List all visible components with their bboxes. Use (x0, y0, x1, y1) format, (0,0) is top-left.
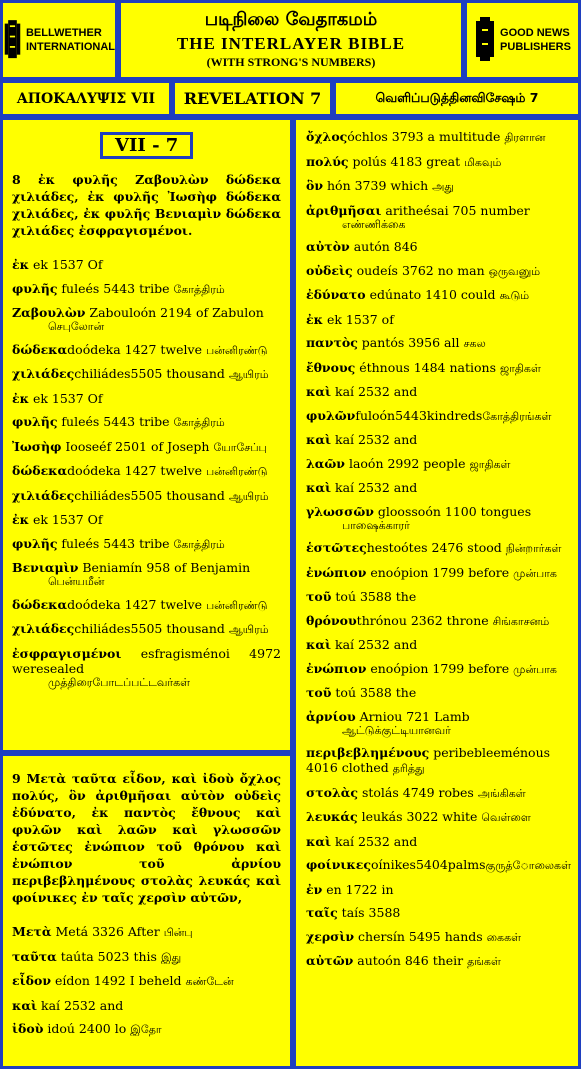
tamil-gloss: பன்னிரண்டு (205, 465, 268, 478)
verse-9-text: 9 Μετὰ ταῦτα εἶδον, καὶ ἰδοὺ ὄχλος πολύς, ὃν ἀριθμῆσαι αὐτὸν οὐδεὶς ἐδύνατο, ἐκ παντὸς ἔθνους καὶ φυλῶν καὶ λαῶν καὶ γλωσσῶν ἑστῶτες ἐνώπιον τοῦ θρόνου καὶ ἐνώπιον τοῦ ἀρνίου περιβεβλημένους στολὰς λευκάς καὶ φοίνικες ἐν ταῖς χερσὶν αὐτῶν, (12, 771, 281, 905)
tamil-gloss: தங்கள் (467, 955, 501, 968)
word-entry (306, 480, 569, 495)
greek-word: οὐδεὶς (306, 262, 353, 278)
greek-word: ἐκ (12, 390, 29, 406)
gloss: chiliádes5505 thousand (74, 366, 229, 381)
word-entry (12, 924, 281, 940)
gloss: fuleés 5443 tribe (57, 414, 174, 429)
greek-word: ἰδοὺ (12, 1021, 44, 1036)
tamil-gloss: அது (432, 180, 454, 193)
word-entry (306, 589, 569, 604)
gloss: toú 3588 the (331, 589, 417, 604)
tamil-gloss: ஒருவனும் (488, 264, 541, 278)
greek-word: τοῦ (306, 685, 332, 700)
greek-word: παντὸς (306, 335, 358, 350)
greek-word: δώδεκα (12, 463, 68, 478)
gloss: ek 1537 Of (28, 257, 103, 272)
word-entry (12, 463, 281, 479)
gloss: idoú 2400 lo (43, 1021, 131, 1036)
word-entry (12, 414, 281, 430)
gloss: Arniou 721 Lamb (355, 708, 470, 724)
greek-word: γλωσσῶν (306, 503, 374, 519)
word-entry (306, 929, 569, 945)
gloss: ek 1537 Of (28, 390, 103, 406)
tamil-gloss: முத்திரைபோடப்பட்டவர்கள் (48, 675, 191, 689)
gloss: pantós 3956 all (357, 335, 464, 350)
greek-word: χιλιάδες (12, 366, 75, 381)
gloss: toú 3588 the (331, 685, 417, 700)
gloss: doódeka 1427 twelve (67, 463, 206, 478)
tamil-gloss: குருத்ோலைகள் (485, 859, 572, 872)
gloss: oínikes5404palms (371, 857, 486, 872)
word-entry (12, 488, 281, 504)
word-entry (306, 565, 569, 581)
gloss: kaí 2532 and (37, 997, 124, 1013)
tamil-gloss: ஜாதிகள் (499, 361, 541, 375)
word-entry (306, 408, 569, 424)
tamil-gloss: கோத்திரம் (173, 282, 225, 296)
greek-word: χιλιάδες (12, 487, 75, 503)
book-logo-icon (3, 15, 22, 65)
word-entry (12, 597, 281, 613)
gloss: gloossoón 1100 tongues (373, 503, 532, 519)
gloss: polús 4183 great (348, 153, 465, 169)
greek-word: ὃν (306, 178, 324, 193)
word-entry (12, 512, 281, 527)
greek-word: αὐτὸν (306, 239, 350, 254)
gloss: edúnato 1410 could (365, 287, 500, 302)
greek-word: ταῦτα (12, 948, 57, 964)
greek-word: καὶ (306, 833, 332, 849)
left-column-verse8 (0, 117, 293, 753)
word-entry (12, 257, 281, 272)
gloss: chersín 5495 hands (354, 928, 487, 944)
logo-line: INTERNATIONAL (25, 41, 115, 53)
greek-word: ταῖς (306, 905, 338, 920)
greek-word: αὐτῶν (306, 953, 354, 968)
chapter-label: VII - 7 (100, 132, 193, 159)
greek-word: δώδεκα (12, 596, 68, 612)
gloss: taúta 5023 this (56, 948, 161, 964)
word-entry (12, 342, 281, 358)
gloss: leukás 3022 white (357, 809, 482, 824)
word-entry (12, 305, 281, 333)
gloss: doódeka 1427 twelve (67, 341, 206, 357)
greek-word: ἀριθμῆσαι (306, 202, 382, 218)
gloss: taís 3588 (337, 905, 401, 920)
gloss: doódeka 1427 twelve (67, 596, 206, 612)
tamil-gloss: முன்பாக (513, 662, 557, 676)
word-list (12, 924, 281, 1037)
gloss: fuleés 5443 tribe (57, 535, 174, 551)
good-news-logo (464, 0, 581, 80)
tamil-gloss: இதோ (130, 1023, 162, 1036)
greek-word: καὶ (306, 637, 332, 652)
left-column-verse9 (0, 753, 293, 1069)
tamil-gloss: முன்பாக (513, 566, 557, 580)
greek-word: ἀρνίου (306, 708, 356, 724)
tamil-gloss: ஜாதிகள் (469, 457, 511, 471)
greek-word: ἐν (306, 881, 323, 897)
gloss: hestoótes 2476 stood (366, 540, 506, 555)
word-entry (12, 560, 281, 588)
tamil-gloss: அங்கிகள் (477, 786, 526, 800)
tamil-gloss: எண்ணிக்கை (342, 217, 406, 231)
greek-word: φοίνικες (306, 857, 371, 872)
gloss: kaí 2532 and (331, 637, 418, 652)
word-entry (306, 312, 569, 327)
greek-word: εἶδον (12, 973, 51, 988)
greek-word: ἐκ (12, 512, 29, 527)
greek-word: Βενιαμὶν (12, 560, 79, 575)
word-entry (306, 834, 569, 849)
tamil-gloss: பன்னிரண்டு (205, 343, 268, 357)
greek-word: φυλῆς (12, 414, 58, 429)
gloss: chiliádes5505 thousand (74, 621, 229, 636)
gloss: fuleés 5443 tribe (57, 280, 174, 296)
gloss: kaí 2532 and (331, 432, 418, 447)
word-entry (12, 949, 281, 965)
greek-word: ἔθνους (306, 359, 356, 375)
greek-word: ἐκ (306, 311, 323, 327)
word-entry (306, 456, 569, 472)
logo-line: BELLWETHER (25, 27, 102, 39)
word-entry (306, 504, 569, 532)
gloss: Metá 3326 After (51, 924, 164, 939)
greek-word: λευκάς (306, 809, 358, 824)
tamil-gloss: திரளான (504, 131, 546, 144)
greek-word: ὄχλος (306, 129, 348, 144)
gloss: chiliádes5505 thousand (74, 487, 229, 503)
word-entry (12, 973, 281, 989)
word-entry (306, 785, 569, 801)
tamil-gloss: நின்றார்கள் (505, 542, 562, 555)
word-entry (12, 366, 281, 382)
gloss: kaí 2532 and (331, 384, 418, 399)
greek-word: δώδεκα (12, 341, 68, 357)
word-entry (306, 882, 569, 897)
greek-word: ἐνώπιον (306, 564, 367, 580)
greek-word: φυλῶν (306, 407, 356, 423)
right-column (293, 117, 581, 1069)
word-entry (12, 1021, 281, 1037)
word-entry (12, 621, 281, 637)
title-tamil: படிநிலை வேதாகமம் (204, 9, 378, 30)
gloss: enoópion 1799 before (366, 564, 514, 580)
word-entry (306, 540, 569, 556)
greek-word: τοῦ (306, 589, 332, 604)
word-entry (12, 439, 281, 455)
greek-word: χερσὶν (306, 928, 355, 944)
word-entry (306, 953, 569, 969)
gloss: hón 3739 which (323, 178, 433, 193)
greek-word: ἐκ (12, 257, 29, 272)
tamil-gloss: கைகள் (486, 930, 522, 944)
word-entry (306, 129, 569, 145)
tamil-gloss: ஆட்டுக்குட்டியானவர் (342, 723, 451, 737)
word-entry (306, 335, 569, 351)
word-entry (306, 661, 569, 677)
word-entry (306, 178, 569, 194)
greek-word: ἑστῶτες (306, 540, 367, 555)
greek-word: καὶ (306, 384, 332, 399)
tamil-gloss: கூடும் (499, 289, 530, 302)
gloss: ek 1537 of (322, 311, 394, 327)
english-book-label: REVELATION 7 (172, 80, 333, 117)
gloss: en 1722 in (322, 881, 394, 897)
greek-word: λαῶν (306, 455, 345, 471)
greek-word: θρόνου (306, 612, 357, 628)
tamil-gloss: வெள்ளை (481, 811, 531, 824)
word-entry (306, 203, 569, 231)
greek-word: Ζαβουλὼν (12, 305, 86, 320)
tamil-gloss: பென்யமீன் (48, 575, 105, 588)
tamil-gloss: கண்டேன் (185, 975, 234, 988)
gloss: enoópion 1799 before (366, 660, 514, 676)
greek-word: καὶ (12, 997, 38, 1013)
tamil-gloss: ஆயிரம் (228, 623, 269, 636)
gloss: autón 846 (349, 239, 418, 254)
gloss: ek 1537 Of (28, 512, 103, 527)
greek-word: φυλῆς (12, 280, 58, 296)
greek-word: φυλῆς (12, 535, 58, 551)
tamil-gloss: ஆயிரம் (228, 489, 269, 503)
book-logo-icon (474, 15, 496, 65)
tamil-gloss: கோத்திரம் (173, 416, 225, 429)
page-title-box (118, 0, 464, 80)
gloss: oudeís 3762 no man (352, 262, 489, 278)
gloss: Zabouloón 2194 of Zabulon (85, 305, 264, 320)
gloss: aritheésai 705 number (381, 202, 530, 218)
gloss: kaí 2532 and (331, 833, 418, 849)
tamil-gloss: கோத்திரங்கள் (482, 409, 552, 423)
word-entry (12, 646, 281, 689)
gloss: éthnous 1484 nations (355, 359, 500, 375)
greek-word: στολὰς (306, 784, 358, 800)
word-entry (306, 384, 569, 399)
title-subtitle: (WITH STRONG'S NUMBERS) (206, 55, 376, 69)
tamil-gloss: மிகவும் (464, 155, 502, 169)
title-english: THE INTERLAYER BIBLE (176, 34, 406, 53)
greek-word: Μετὰ (12, 924, 52, 939)
tamil-book-label: வெளிப்படுத்தினவிசேஷம் 7 (333, 80, 581, 117)
tamil-gloss: தரித்து (392, 762, 425, 775)
gloss: thrónou 2362 throne (356, 612, 493, 628)
gloss: laoón 2992 people (344, 455, 470, 471)
word-list (306, 129, 572, 969)
greek-word: καὶ (306, 432, 332, 447)
gloss: esfragisménoi 4972 weresealed (12, 645, 281, 676)
greek-word: ἐδύνατο (306, 287, 366, 302)
word-entry (306, 613, 569, 629)
gloss: Iooseéf 2501 of Joseph (61, 438, 214, 454)
word-entry (306, 857, 572, 873)
bellwether-logo (0, 0, 118, 80)
greek-word: Ἰωσὴφ (12, 438, 62, 454)
word-entry (306, 360, 569, 376)
word-entry (12, 281, 281, 297)
word-entry (306, 905, 569, 920)
logo-line: PUBLISHERS (500, 41, 571, 53)
word-entry (306, 154, 569, 170)
tamil-gloss: கோத்திரம் (173, 537, 225, 551)
verse-8-text: 8 ἐκ φυλῆς Ζαβουλὼν δώδεκα χιλιάδες, ἐκ φυλῆς Ἰωσὴφ δώδεκα χιλιάδες, ἐκ φυλῆς Βενιαμὶν δώδεκα χιλιάδες ἐσφραγισμένοι. (12, 172, 281, 238)
word-entry (12, 536, 281, 552)
tamil-gloss: இது (160, 950, 182, 964)
word-entry (306, 239, 569, 254)
tamil-gloss: சகல (463, 337, 486, 350)
gloss: eídon 1492 I beheld (51, 973, 186, 988)
greek-word: καὶ (306, 480, 332, 495)
word-entry (306, 685, 569, 700)
greek-word: χιλιάδες (12, 621, 75, 636)
tamil-gloss: பன்னிரண்டு (205, 598, 268, 612)
gloss: peribebleeménous 4016 clothed (306, 745, 551, 775)
word-entry (12, 998, 281, 1013)
gloss: óchlos 3793 a multitude (347, 129, 505, 144)
word-entry (12, 391, 281, 406)
tamil-gloss: ஆயிரம் (228, 368, 269, 381)
greek-book-label: ΑΠΟΚΑΛΥΨΙΣ VII (0, 80, 172, 117)
tamil-gloss: சிங்காசனம் (492, 614, 550, 628)
gloss: fuloón5443kindreds (355, 407, 483, 423)
greek-word: ἐνώπιον (306, 660, 367, 676)
word-entry (306, 432, 569, 447)
word-entry (306, 637, 569, 652)
word-entry (306, 263, 569, 279)
greek-word: περιβεβλημένους (306, 745, 430, 760)
word-entry (306, 809, 569, 825)
gloss: kaí 2532 and (331, 480, 418, 495)
gloss: autoón 846 their (353, 953, 468, 968)
tamil-gloss: யோசேப்பு (213, 440, 267, 454)
greek-word: πολύς (306, 153, 349, 169)
greek-word: ἐσφραγισμένοι (12, 645, 122, 661)
word-entry (306, 287, 569, 303)
logo-line: GOOD NEWS (500, 27, 570, 39)
tamil-gloss: பாஷைக்காரர் (342, 518, 410, 532)
word-entry (306, 709, 569, 737)
word-list (12, 257, 281, 689)
word-entry (306, 745, 569, 776)
tamil-gloss: செபுலோன் (48, 320, 105, 333)
tamil-gloss: பின்பு (163, 926, 193, 939)
gloss: Beniamín 958 of Benjamin (78, 560, 251, 575)
gloss: stolás 4749 robes (357, 784, 478, 800)
